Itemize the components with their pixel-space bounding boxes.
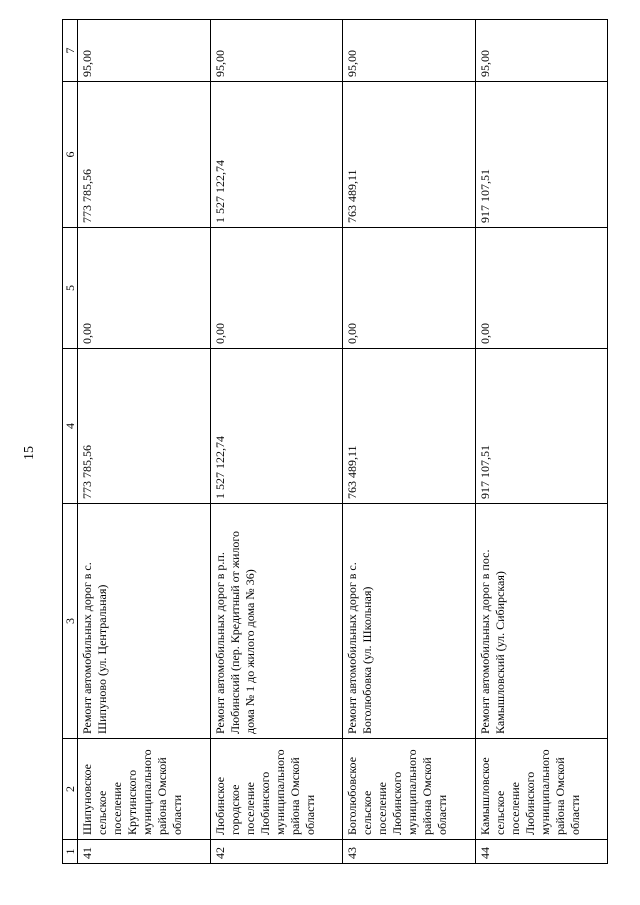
work-description-cell: Ремонт автомобильных дорог в р.п. Любинский (пер. Кредитный от жилого дома № 1 до жилого дома № 36) (210, 504, 343, 739)
municipality-cell: Шипуновское сельское поселение Крутинского муниципального района Омской области (78, 739, 211, 840)
col-header-3: 3 (63, 504, 78, 739)
value-cell-4: 1 527 122,74 (210, 349, 343, 504)
value-cell-4: 917 107,51 (475, 349, 608, 504)
value-cell-6: 773 785,56 (78, 82, 211, 228)
value-cell-4: 773 785,56 (78, 349, 211, 504)
rotated-table-wrapper (62, 20, 608, 864)
row-number: 41 (78, 840, 211, 864)
table-row (475, 20, 608, 864)
table-row (343, 20, 476, 864)
municipality-cell: Боголюбовское сельское поселение Любинского муниципального района Омской области (343, 739, 476, 840)
col-header-1: 1 (63, 840, 78, 864)
value-cell-7: 95,00 (210, 20, 343, 82)
value-cell-6: 1 527 122,74 (210, 82, 343, 228)
work-description-cell: Ремонт автомобильных дорог в с. Шипуново (ул. Центральная) (78, 504, 211, 739)
work-description-cell: Ремонт автомобильных дорог в пос. Камышловский (ул. Сибирская) (475, 504, 608, 739)
value-cell-6: 917 107,51 (475, 82, 608, 228)
table-row (78, 20, 211, 864)
col-header-5: 5 (63, 228, 78, 349)
value-cell-4: 763 489,11 (343, 349, 476, 504)
col-header-4: 4 (63, 349, 78, 504)
value-cell-7: 95,00 (475, 20, 608, 82)
col-header-2: 2 (63, 739, 78, 840)
value-cell-5: 0,00 (343, 228, 476, 349)
value-cell-5: 0,00 (210, 228, 343, 349)
funding-table (62, 19, 608, 864)
value-cell-5: 0,00 (475, 228, 608, 349)
page-number: 15 (22, 446, 37, 460)
value-cell-5: 0,00 (78, 228, 211, 349)
header-row (63, 20, 78, 864)
work-description-cell: Ремонт автомобильных дорог в с. Боголюбовка (ул. Школьная) (343, 504, 476, 739)
value-cell-7: 95,00 (343, 20, 476, 82)
value-cell-7: 95,00 (78, 20, 211, 82)
municipality-cell: Камышловское сельское поселение Любинского муниципального района Омской области (475, 739, 608, 840)
table-row (210, 20, 343, 864)
row-number: 42 (210, 840, 343, 864)
col-header-7: 7 (63, 20, 78, 82)
value-cell-6: 763 489,11 (343, 82, 476, 228)
row-number: 43 (343, 840, 476, 864)
municipality-cell: Любинское городское поселение Любинского муниципального района Омской области (210, 739, 343, 840)
row-number: 44 (475, 840, 608, 864)
col-header-6: 6 (63, 82, 78, 228)
